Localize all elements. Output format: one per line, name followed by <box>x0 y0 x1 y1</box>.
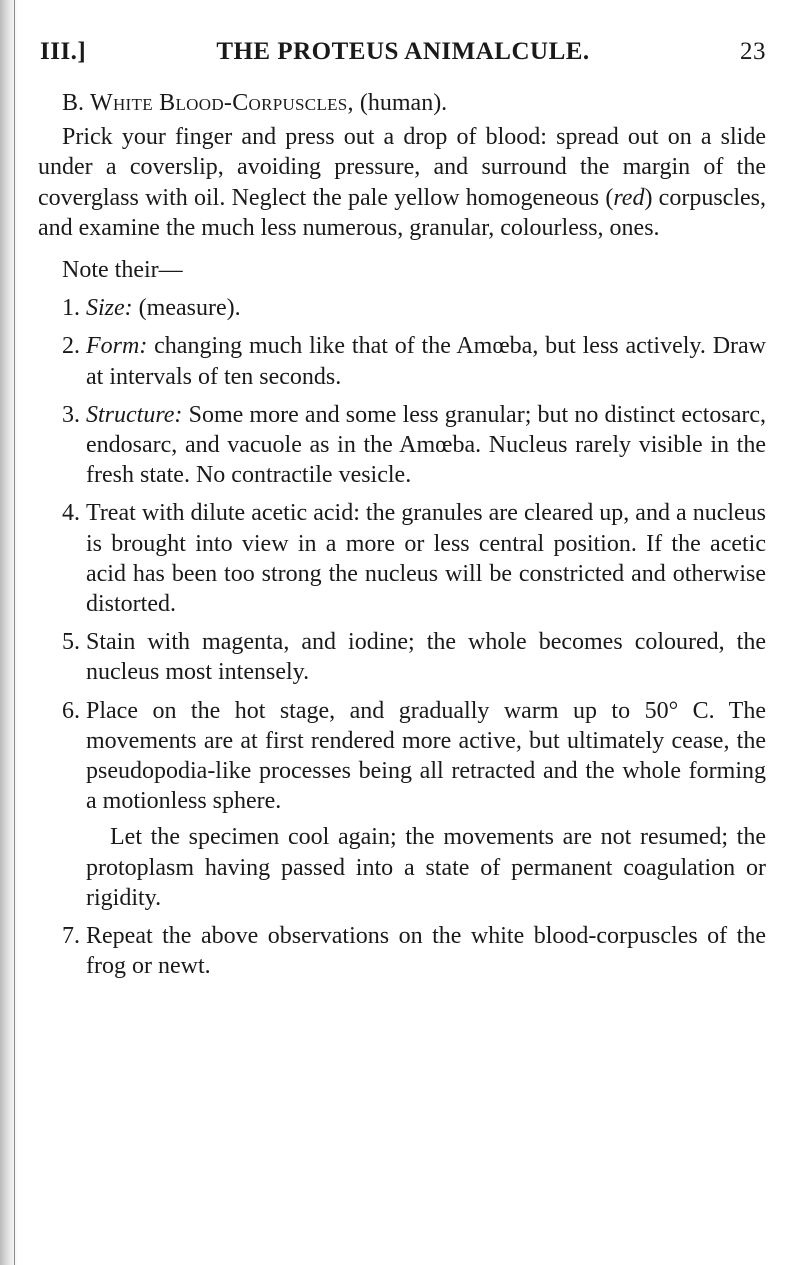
observation-text: Stain with magenta, and iodine; the whole becomes coloured, the nucleus most intensely. <box>86 629 766 686</box>
observation-text: Place on the hot stage, and gradually warm up to 50° C. The movements are at first rendered more active, but ultimately cease, the pseudopodia-like processes being all retracted and the whole forming a motionless sphere. <box>86 697 766 815</box>
running-title: THE PROTEUS ANIMALCULE. <box>216 38 590 65</box>
intro-text-start: Prick your finger and press out a drop of blood: spread out on a slide under a coverslip, avoiding pressure, and surround the margin of the coverglass with oil. Neglect the pale yellow homogeneous ( <box>38 124 766 211</box>
observation-item <box>38 400 766 491</box>
observation-item <box>38 331 766 391</box>
observation-number: 6. <box>62 697 80 724</box>
observation-text: Size: (measure). <box>86 295 241 322</box>
observation-text: Treat with dilute acetic acid: the granules are cleared up, and a nucleus is brought into view in a more or less central position. If the acetic acid has been too strong the nucleus will be constricted and otherwise distorted. <box>86 500 766 618</box>
observation-list <box>38 293 766 981</box>
observation-number: 4. <box>62 500 80 527</box>
observation-term: Form: <box>86 333 148 360</box>
page-gutter-shadow <box>0 0 18 1265</box>
intro-text-end: ) corpuscles, and examine the much less numerous, granular, colourless, ones. <box>38 184 766 241</box>
section-title: White Blood-Corpuscles, <box>90 90 354 116</box>
page-number: 23 <box>740 38 766 65</box>
observation-term: Size: <box>86 295 133 322</box>
chapter-marker: III.] <box>40 38 87 65</box>
observation-item <box>38 293 766 323</box>
observation-number: 7. <box>62 923 80 950</box>
observation-text: Repeat the above observations on the white blood-corpuscles of the frog or newt. <box>86 923 766 980</box>
observation-item <box>38 921 766 981</box>
observation-number: 2. <box>62 333 80 360</box>
observation-text: Form: changing much like that of the Amœba, but less actively. Draw at intervals of ten seconds. <box>86 333 766 390</box>
intro-italic-word: red <box>613 184 645 211</box>
running-header <box>40 38 766 78</box>
observation-text: Structure: Some more and some less granular; but no distinct ectosarc, endosarc, and vacuole as in the Amœba. Nucleus rarely visible in the fresh state. No contractile vesicle. <box>86 401 766 489</box>
observation-number: 1. <box>62 295 80 322</box>
intro-paragraph <box>38 122 766 243</box>
observation-item <box>38 627 766 687</box>
section-label: B. <box>62 90 85 116</box>
observation-term: Structure: <box>86 401 183 428</box>
body-text <box>38 88 766 989</box>
observation-continuation: Let the specimen cool again; the movements are not resumed; the protoplasm having passed into a state of permanent coagulation or rigidity. <box>86 824 766 911</box>
observation-number: 3. <box>62 401 80 428</box>
note-label: Note their— <box>62 257 183 284</box>
observation-item <box>38 498 766 619</box>
section-title-qualifier: (human). <box>359 90 448 116</box>
observation-item <box>38 696 766 913</box>
gutter-edge-line <box>14 0 15 1265</box>
observation-number: 5. <box>62 629 80 656</box>
section-heading <box>62 88 766 118</box>
